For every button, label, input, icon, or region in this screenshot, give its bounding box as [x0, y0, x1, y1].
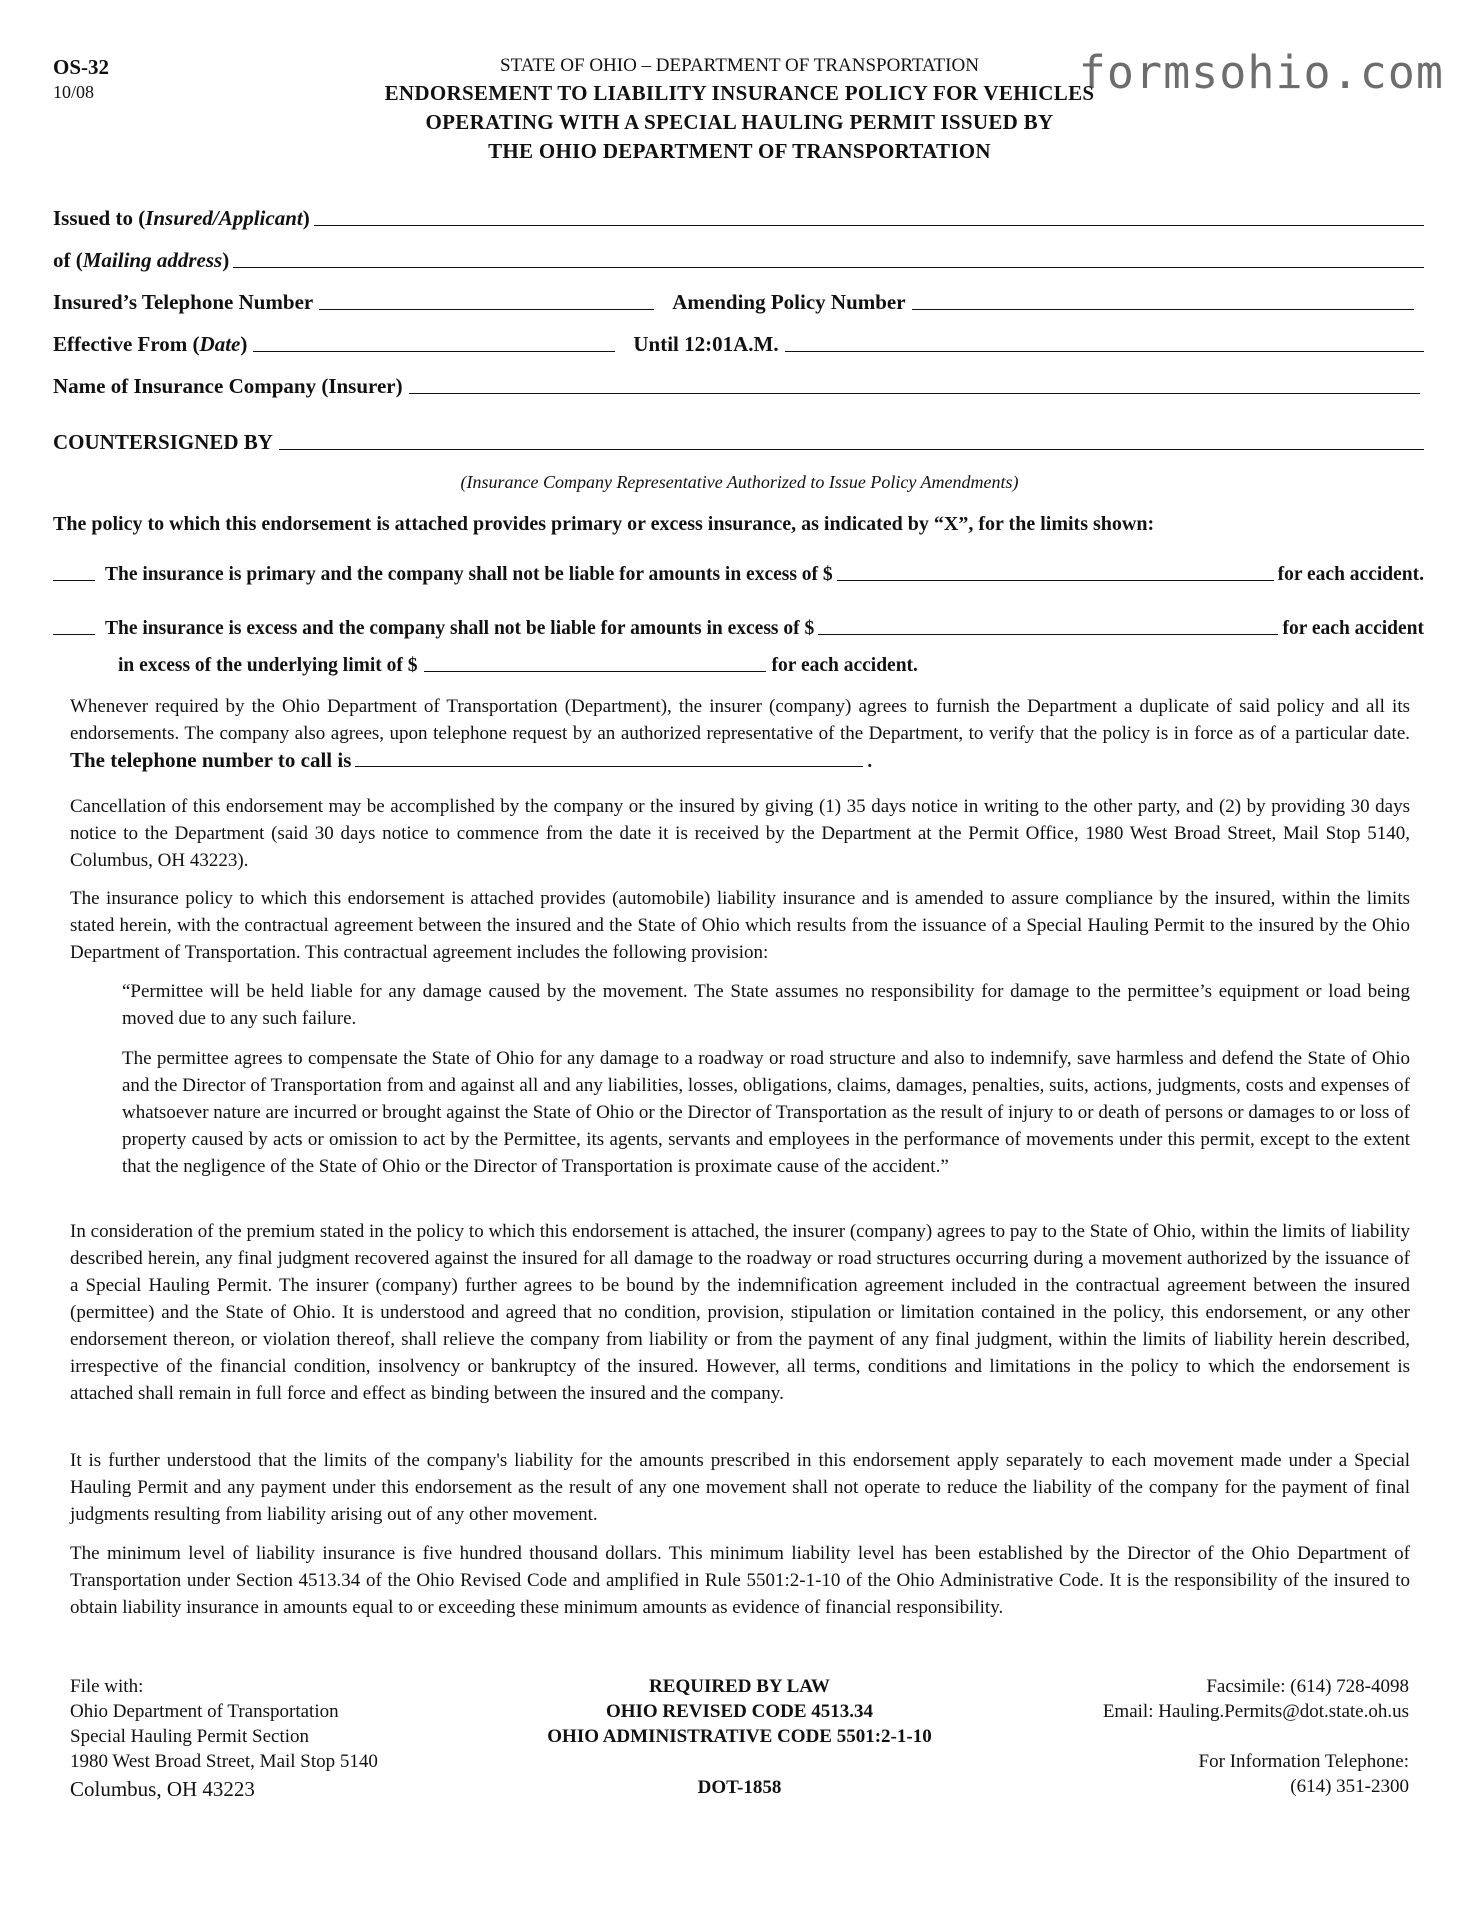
form-revision-date: 10/08	[53, 82, 95, 102]
telephone-row	[53, 290, 1424, 315]
mailing-address-row	[53, 248, 1424, 273]
amending-policy-field[interactable]	[912, 309, 1414, 310]
effective-from-label: Effective From (Date)	[53, 332, 248, 356]
telephone-label: Insured’s Telephone Number	[53, 290, 314, 314]
insurer-row	[53, 374, 1420, 399]
file-with-label: File with:	[70, 1676, 144, 1697]
until-field[interactable]	[785, 351, 1424, 352]
file-with-street: 1980 West Broad Street, Mail Stop 5140	[70, 1751, 378, 1772]
excess-row	[53, 618, 1424, 640]
underlying-row	[118, 655, 918, 677]
quote-permittee-liability: “Permittee will be held liable for any damage caused by the movement. The State assumes no responsibility for damage to the permittee’s equipment or load being moved due to any such failure.	[122, 981, 1410, 1029]
amending-policy-label: Amending Policy Number	[672, 290, 906, 314]
primary-row	[53, 564, 1424, 586]
issued-to-field[interactable]	[314, 225, 1424, 226]
paragraph-duplicate-policy: Whenever required by the Ohio Department of Transportation (Department), the insurer (company) agrees to furnish the Department a duplicate of said policy and all its endorsements. The company also agrees, upon telephone request by an authorized representative of the Department, to verify that the policy is in force as of a particular date. The telephone number to call is .	[70, 696, 1410, 772]
until-label: Until 12:01A.M.	[633, 332, 779, 356]
file-with-city: Columbus, OH 43223	[70, 1777, 255, 1801]
email-address[interactable]: Email: Hauling.Permits@dot.state.oh.us	[1102, 1701, 1409, 1722]
revised-code-citation: OHIO REVISED CODE 4513.34	[605, 1701, 874, 1722]
contact-block	[1103, 1674, 1409, 1799]
info-telephone-label: For Information Telephone:	[1198, 1751, 1409, 1772]
verify-phone-field[interactable]	[355, 766, 863, 767]
mailing-address-field[interactable]	[233, 267, 1424, 268]
facsimile-number: Facsimile: (614) 728-4098	[1206, 1676, 1409, 1697]
mailing-address-label: of (Mailing address)	[53, 248, 230, 272]
paragraph-minimum-liability: The minimum level of liability insurance is five hundred thousand dollars. This minimum liability level has been established by the Director of the Ohio Department of Transportation under Section 4513.34 of the Ohio Revised Code and amplified in Rule 5501:2-1-10 of the Ohio Administrative Code. It is the responsibility of the insured to obtain liability insurance in amounts equal to or exceeding these minimum amounts as evidence of financial responsibility.	[70, 1543, 1410, 1618]
dot-form-number: DOT-1858	[697, 1777, 782, 1798]
primary-checkbox-line[interactable]	[53, 580, 95, 581]
required-by-law-heading: REQUIRED BY LAW	[649, 1676, 830, 1697]
excess-checkbox-line[interactable]	[53, 634, 95, 635]
info-telephone-number: (614) 351-2300	[1290, 1776, 1409, 1797]
watermark: formsohio.com	[1078, 46, 1444, 99]
countersigned-label: COUNTERSIGNED BY	[53, 430, 273, 454]
agency-name: STATE OF OHIO – DEPARTMENT OF TRANSPORTATION	[500, 55, 979, 76]
issued-to-row	[53, 206, 1424, 231]
underlying-label: in excess of the underlying limit of $	[118, 655, 418, 676]
administrative-code-citation: OHIO ADMINISTRATIVE CODE 5501:2-1-10	[547, 1726, 932, 1747]
form-title-line-3: THE OHIO DEPARTMENT OF TRANSPORTATION	[488, 139, 991, 163]
issued-to-label: Issued to (Insured/Applicant)	[53, 206, 310, 230]
form-title-line-1: ENDORSEMENT TO LIABILITY INSURANCE POLICY FOR VEHICLES	[384, 81, 1095, 105]
file-with-agency: Ohio Department of Transportation	[70, 1701, 339, 1722]
excess-suffix: for each accident	[1282, 618, 1424, 639]
primary-suffix: for each accident.	[1277, 564, 1424, 585]
form-title-line-2: OPERATING WITH A SPECIAL HAULING PERMIT ISSUED BY	[425, 110, 1054, 134]
paragraph-premium-consideration: In consideration of the premium stated in the policy to which this endorsement is attached, the insurer (company) agrees to pay to the State of Ohio, within the limits of liability described herein, any final judgment recovered against the insured for all damage to the roadway or road structures occurring during a movement authorized by the issuance of a Special Hauling Permit. The insurer (company) further agrees to be bound by the indemnification agreement included in the contractual agreement between the insured (permittee) and the State of Ohio. It is understood and agreed that no condition, provision, stipulation or limitation contained in the policy, this endorsement, or any other endorsement thereon, or violation thereof, shall relieve the company from liability or from the payment of any final judgment, within the limits of liability herein described, irrespective of the financial condition, insolvency or bankruptcy of the insured. However, all terms, conditions and limitations in the policy to which the endorsement is attached shall remain in full force and effect as binding between the insured and the company.	[70, 1221, 1410, 1404]
underlying-amount-field[interactable]	[424, 671, 766, 672]
excess-amount-field[interactable]	[818, 634, 1278, 635]
effective-from-field[interactable]	[253, 351, 615, 352]
insurer-name-field[interactable]	[409, 393, 1420, 394]
effective-row	[53, 332, 1424, 357]
primary-amount-field[interactable]	[837, 580, 1274, 581]
insurer-name-label: Name of Insurance Company (Insurer)	[53, 374, 403, 398]
primary-label: The insurance is primary and the company shall not be liable for amounts in excess of $	[105, 564, 833, 585]
file-with-section: Special Hauling Permit Section	[70, 1726, 310, 1747]
countersigned-signature-field[interactable]	[279, 449, 1424, 450]
telephone-field[interactable]	[319, 309, 654, 310]
paragraph-limits-per-movement: It is further understood that the limits of the company's liability for the amounts prescribed in this endorsement apply separately to each movement made under a Special Hauling Permit and any payment under this endorsement as the result of any one movement shall not operate to reduce the liability of the company for the payment of final judgments resulting from liability arising out of any other movement.	[70, 1450, 1410, 1525]
countersigned-row	[53, 430, 1424, 455]
coverage-intro: The policy to which this endorsement is attached provides primary or excess insurance, as indicated by “X”, for the limits shown:	[53, 513, 1155, 535]
underlying-suffix: for each accident.	[771, 655, 918, 676]
excess-label: The insurance is excess and the company shall not be liable for amounts in excess of $	[105, 618, 815, 639]
quote-indemnification: The permittee agrees to compensate the State of Ohio for any damage to a roadway or road structure and also to indemnify, save harmless and defend the State of Ohio and the Director of Transportation from and against all and any liabilities, losses, obligations, claims, damages, penalties, suits, actions, judgments, costs and expenses of whatsoever nature are incurred or brought against the State of Ohio or the Director of Transportation as the result of injury to or death of persons or damages to or loss of property caused by acts or omission to act by the Permittee, its agents, servants and employees in the performance of movements under this permit, except to the extent that the negligence of the State of Ohio or the Director of Transportation is proximate cause of the accident.”	[122, 1048, 1410, 1177]
countersigned-caption: (Insurance Company Representative Authorized to Issue Policy Amendments)	[460, 472, 1019, 492]
paragraph-contractual-agreement: The insurance policy to which this endorsement is attached provides (automobile) liability insurance and is amended to assure compliance by the insured, within the limits stated herein, with the contractual agreement between the insured and the State of Ohio which results from the issuance of a Special Hauling Permit to the insured by the Ohio Department of Transportation. This contractual agreement includes the following provision:	[70, 888, 1410, 963]
form-id: OS-32	[53, 55, 110, 79]
paragraph-cancellation: Cancellation of this endorsement may be accomplished by the company or the insured by giving (1) 35 days notice in writing to the other party, and (2) by providing 30 days notice to the Department (said 30 days notice to commence from the date it is received by the Department at the Permit Office, 1980 West Broad Street, Mail Stop 5140, Columbus, OH 43223).	[70, 796, 1410, 871]
